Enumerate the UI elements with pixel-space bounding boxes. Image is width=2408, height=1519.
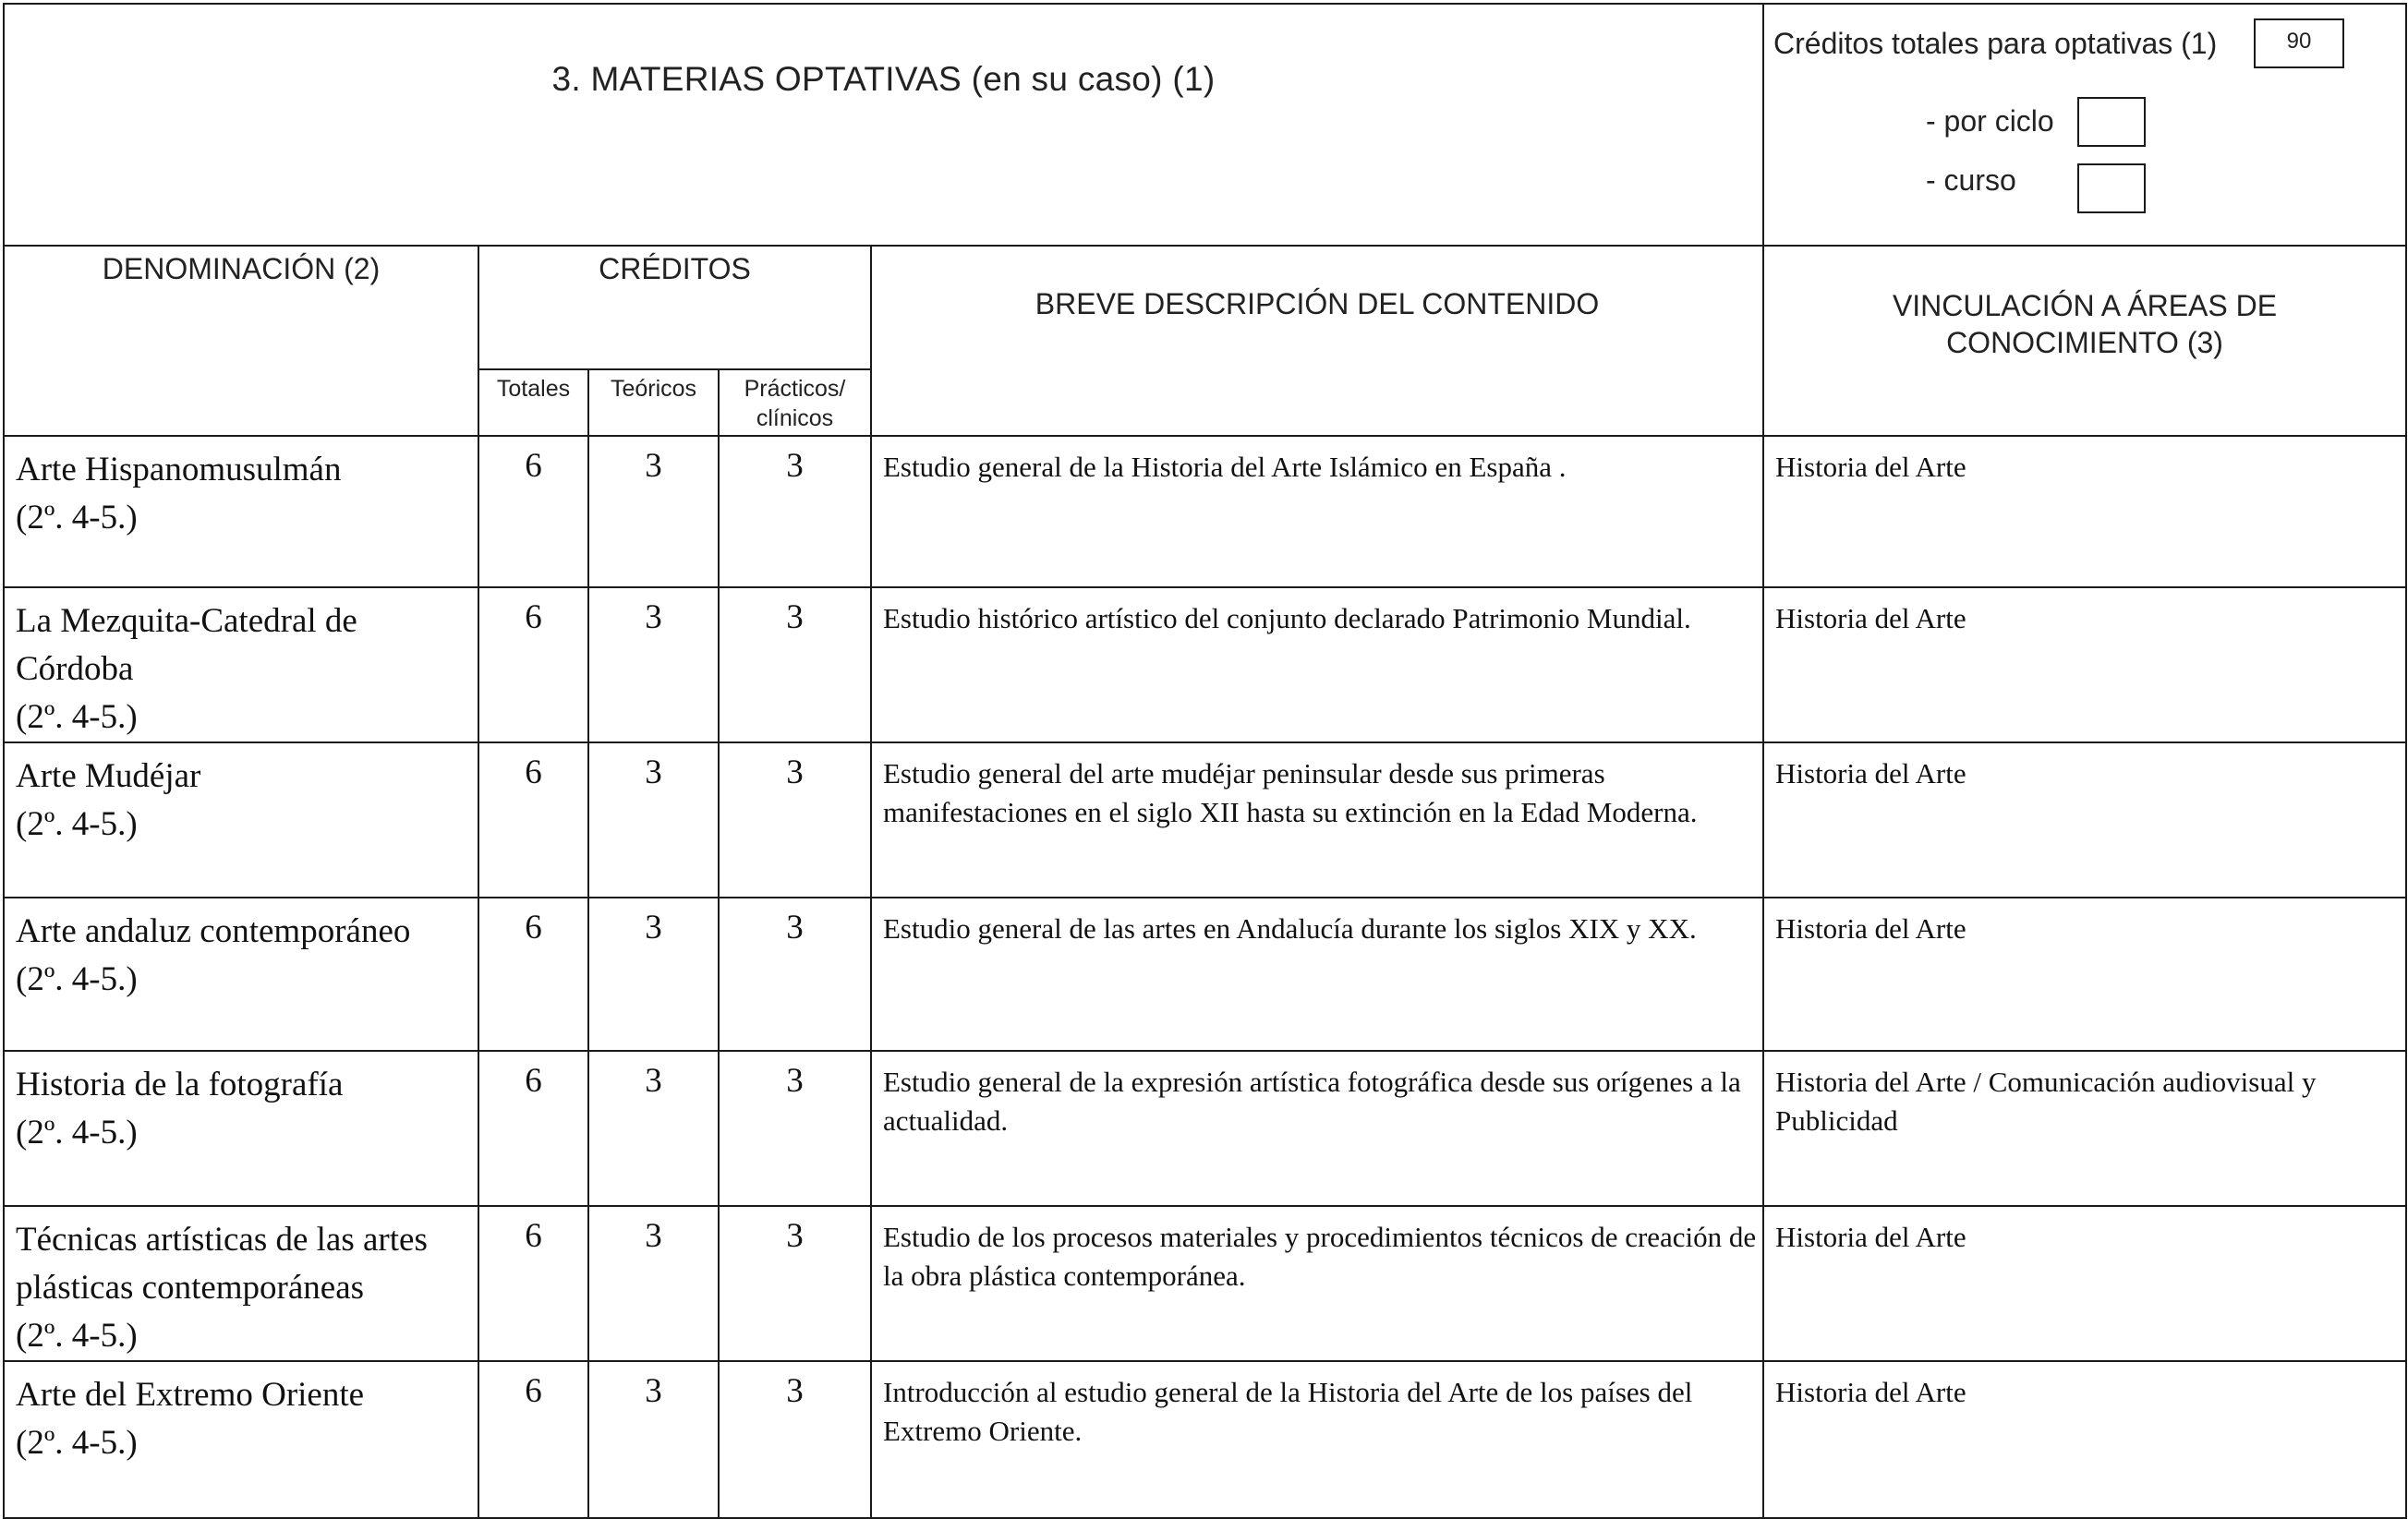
credits-teoricos-cell <box>588 1206 719 1361</box>
table-row <box>4 1361 2406 1518</box>
credits-totales-cell <box>478 742 588 898</box>
credits-practicos-cell <box>719 898 871 1051</box>
table-row <box>4 1051 2406 1206</box>
credits-totales-cell <box>478 436 588 587</box>
description-cell <box>871 898 1763 1051</box>
header-practicos-line1: Prácticos/ <box>744 376 846 402</box>
credits-practicos-cell <box>719 1361 871 1518</box>
knowledge-area-cell <box>1763 436 2406 587</box>
header-practicos-line2: clínicos <box>756 405 834 431</box>
subject-name-line: (2º. 4-5.) <box>16 960 138 998</box>
credits-teoricos-cell <box>588 587 719 742</box>
knowledge-area-text: Historia del Arte <box>1775 451 1966 483</box>
description-text: Estudio general del arte mudéjar peninsular desde sus primeras manifestaciones en el siglo XII hasta su extinción en la Edad Moderna. <box>883 757 1698 828</box>
subject-name-line: Técnicas artísticas de las artes <box>16 1221 428 1259</box>
subject-name-line: (2º. 4-5.) <box>16 698 138 736</box>
optional-subjects-form <box>3 3 2405 1462</box>
knowledge-area-cell <box>1763 898 2406 1051</box>
credits-totales-value: 6 <box>525 1217 542 1255</box>
credits-practicos-value: 3 <box>786 1217 804 1255</box>
subject-name-line: (2º. 4-5.) <box>16 1114 138 1151</box>
knowledge-area-text: Historia del Arte <box>1775 1221 1966 1253</box>
credits-totales-value: 6 <box>525 909 542 946</box>
subject-name-line: (2º. 4-5.) <box>16 1317 138 1355</box>
credits-totales-cell <box>478 1361 588 1518</box>
subject-name-cell <box>4 1361 478 1518</box>
table-row <box>4 1206 2406 1361</box>
header-creditos <box>478 246 871 369</box>
header-descripcion <box>871 246 1763 436</box>
header-vinculacion-line2: CONOCIMIENTO (3) <box>1946 326 2223 359</box>
credits-practicos-value: 3 <box>786 1372 804 1410</box>
credits-teoricos-cell <box>588 436 719 587</box>
subject-name-cell <box>4 898 478 1051</box>
header-teoricos-label: Teóricos <box>610 376 697 402</box>
credits-totales-cell <box>478 1206 588 1361</box>
header-descripcion-label: BREVE DESCRIPCIÓN DEL CONTENIDO <box>1035 287 1600 320</box>
header-teoricos <box>588 369 719 436</box>
subject-name-line: (2º. 4-5.) <box>16 805 138 843</box>
credits-totales-value: 6 <box>525 1062 542 1100</box>
course-field <box>2077 163 2146 213</box>
credits-practicos-value: 3 <box>786 447 804 485</box>
credits-practicos-value: 3 <box>786 1062 804 1100</box>
description-cell <box>871 742 1763 898</box>
subject-name-line: Arte andaluz contemporáneo <box>16 912 411 950</box>
per-cycle-field <box>2077 97 2146 147</box>
header-practicos <box>719 369 871 436</box>
description-text: Estudio general de las artes en Andalucía durante los siglos XIX y XX. <box>883 912 1697 945</box>
description-cell <box>871 1361 1763 1518</box>
credits-teoricos-value: 3 <box>645 598 662 636</box>
credits-teoricos-cell <box>588 1051 719 1206</box>
subject-name-line: (2º. 4-5.) <box>16 1424 138 1462</box>
knowledge-area-text: Historia del Arte <box>1775 912 1966 945</box>
knowledge-area-cell <box>1763 1051 2406 1206</box>
title-cell <box>4 4 1763 246</box>
subject-name-line: La Mezquita-Catedral de <box>16 602 357 640</box>
credits-practicos-cell <box>719 1051 871 1206</box>
description-text: Estudio general de la expresión artística fotográfica desde sus orígenes a la actualidad. <box>883 1066 1741 1137</box>
subject-name-cell <box>4 436 478 587</box>
credits-teoricos-value: 3 <box>645 909 662 946</box>
header-totales-label: Totales <box>496 376 571 402</box>
credits-totales-value: 6 <box>525 753 542 791</box>
header-vinculacion <box>1763 246 2406 436</box>
credits-totales-value: 6 <box>525 447 542 485</box>
credits-practicos-value: 3 <box>786 909 804 946</box>
header-denominacion-label: DENOMINACIÓN (2) <box>102 252 381 285</box>
description-text: Estudio histórico artístico del conjunto declarado Patrimonio Mundial. <box>883 602 1691 634</box>
credits-teoricos-cell <box>588 898 719 1051</box>
knowledge-area-cell <box>1763 742 2406 898</box>
credits-practicos-cell <box>719 742 871 898</box>
subject-name-line: Arte Mudéjar <box>16 757 201 795</box>
knowledge-area-cell <box>1763 1206 2406 1361</box>
table-row <box>4 436 2406 587</box>
description-cell <box>871 1051 1763 1206</box>
table-row <box>4 742 2406 898</box>
subject-name-cell <box>4 587 478 742</box>
credits-totales-value: 6 <box>525 1372 542 1410</box>
credits-totales-cell <box>478 1051 588 1206</box>
credits-teoricos-value: 3 <box>645 1372 662 1410</box>
credits-totales-value: 6 <box>525 598 542 636</box>
subject-name-line: Córdoba <box>16 650 134 688</box>
description-text: Estudio general de la Historia del Arte Islámico en España . <box>883 451 1567 483</box>
credits-teoricos-value: 3 <box>645 1217 662 1255</box>
credits-summary-cell <box>1763 4 2406 246</box>
course-label: - curso <box>1926 163 2016 197</box>
subject-name-line: Arte Hispanomusulmán <box>16 451 342 488</box>
description-cell <box>871 587 1763 742</box>
credits-teoricos-cell <box>588 1361 719 1518</box>
knowledge-area-text: Historia del Arte <box>1775 602 1966 634</box>
subject-name-line: Arte del Extremo Oriente <box>16 1376 365 1414</box>
header-creditos-label: CRÉDITOS <box>599 252 751 285</box>
total-credits-field: 90 <box>2254 18 2344 68</box>
credits-teoricos-value: 3 <box>645 753 662 791</box>
knowledge-area-text: Historia del Arte <box>1775 1376 1966 1408</box>
subject-name-line: plásticas contemporáneas <box>16 1269 365 1307</box>
knowledge-area-cell <box>1763 1361 2406 1518</box>
knowledge-area-cell <box>1763 587 2406 742</box>
credits-practicos-value: 3 <box>786 598 804 636</box>
subject-name-line: Historia de la fotografía <box>16 1066 344 1103</box>
credits-totales-cell <box>478 898 588 1051</box>
per-cycle-label: - por ciclo <box>1926 104 2054 138</box>
credits-practicos-value: 3 <box>786 753 804 791</box>
knowledge-area-text: Historia del Arte <box>1775 757 1966 790</box>
credits-teoricos-value: 3 <box>645 1062 662 1100</box>
knowledge-area-text: Historia del Arte / Comunicación audiovisual y Publicidad <box>1775 1066 2317 1137</box>
subject-name-cell <box>4 1051 478 1206</box>
table-row <box>4 587 2406 742</box>
subject-name-cell <box>4 1206 478 1361</box>
description-cell <box>871 1206 1763 1361</box>
subject-name-line: (2º. 4-5.) <box>16 499 138 536</box>
header-totales <box>478 369 588 436</box>
optional-subjects-table <box>3 3 2407 1519</box>
header-denominacion <box>4 246 478 436</box>
credits-totales-cell <box>478 587 588 742</box>
total-credits-label: Créditos totales para optativas (1) <box>1773 27 2218 60</box>
header-vinculacion-line1: VINCULACIÓN A ÁREAS DE <box>1892 289 2278 322</box>
credits-practicos-cell <box>719 587 871 742</box>
description-text: Estudio de los procesos materiales y procedimientos técnicos de creación de la obra plástica contemporánea. <box>883 1221 1757 1292</box>
page-title: 3. MATERIAS OPTATIVAS (en su caso) (1) <box>551 60 1216 98</box>
credits-teoricos-value: 3 <box>645 447 662 485</box>
credits-practicos-cell <box>719 1206 871 1361</box>
credits-practicos-cell <box>719 436 871 587</box>
description-cell <box>871 436 1763 587</box>
credits-teoricos-cell <box>588 742 719 898</box>
subject-name-cell <box>4 742 478 898</box>
table-row <box>4 898 2406 1051</box>
description-text: Introducción al estudio general de la Historia del Arte de los países del Extremo Oriente. <box>883 1376 1693 1447</box>
